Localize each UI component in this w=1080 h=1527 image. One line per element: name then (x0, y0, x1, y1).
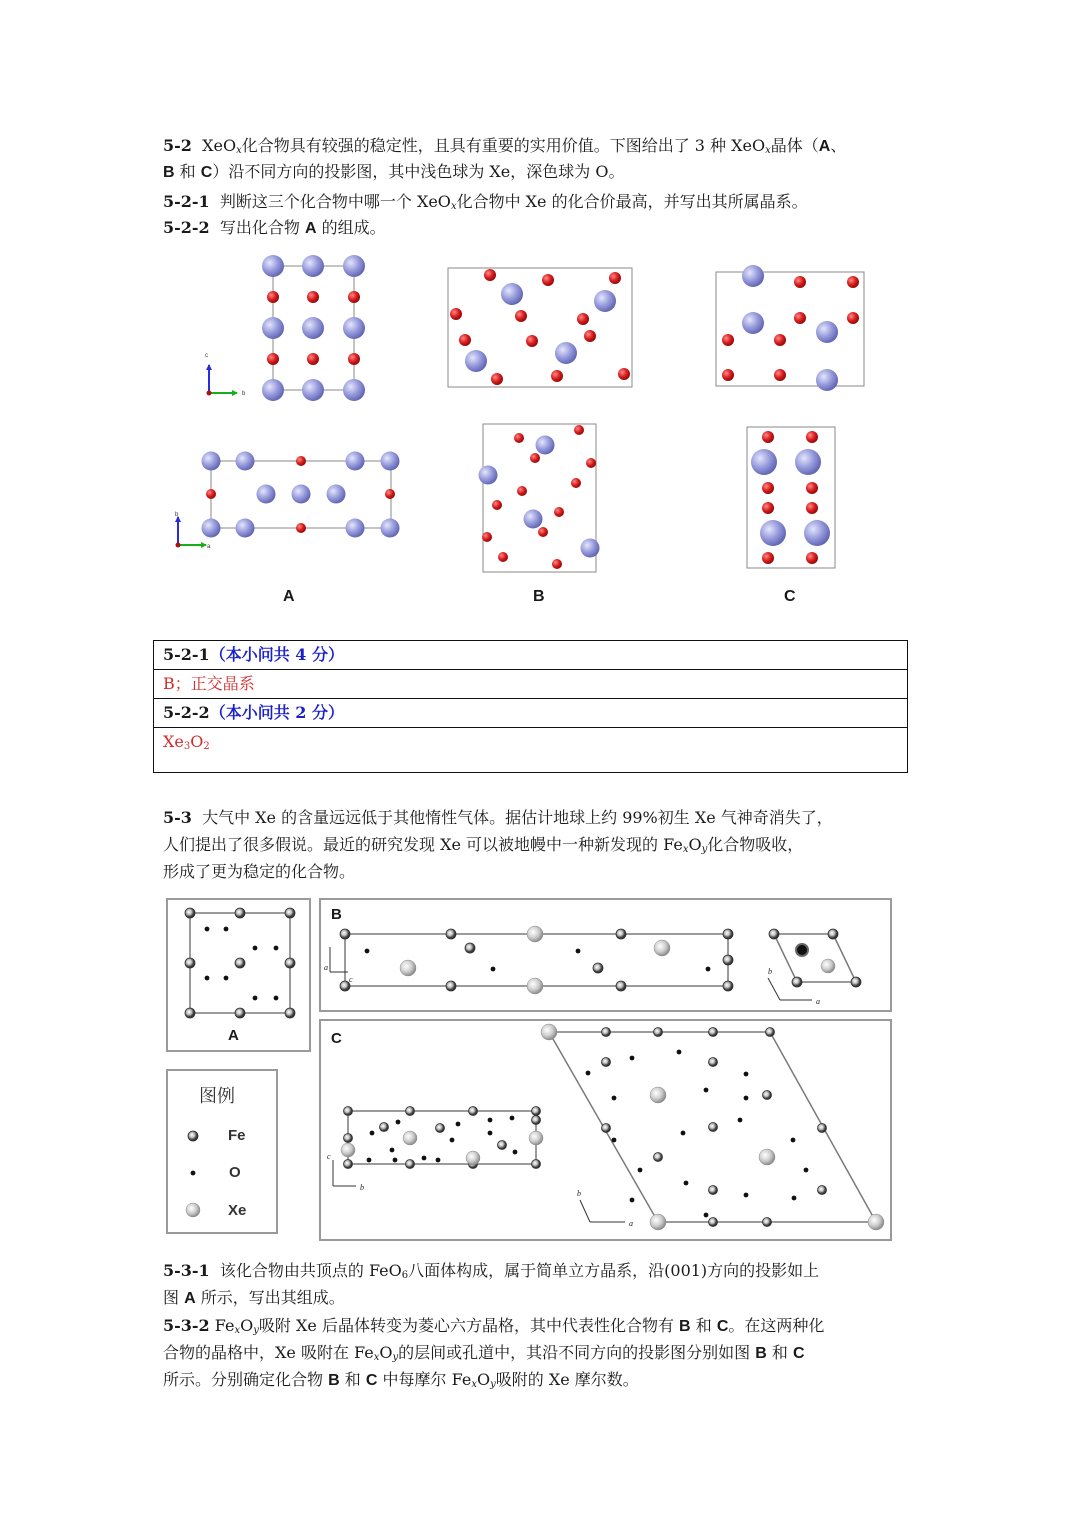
fe-atom (654, 1153, 663, 1162)
o-atom (365, 949, 370, 954)
unit-cell (774, 934, 856, 982)
xe-atom (650, 1087, 666, 1103)
o-atom (704, 1088, 709, 1093)
fe-atom (723, 981, 733, 991)
fe-atom (344, 1160, 353, 1169)
o-atom (191, 1171, 196, 1176)
bond-line (768, 978, 780, 1000)
xe-atom (650, 1214, 666, 1230)
fe-atom (792, 977, 802, 987)
xe-atom (654, 940, 670, 956)
fe-atom (818, 1186, 827, 1195)
fe-atom (188, 1131, 198, 1141)
xe-atom (403, 1131, 417, 1145)
xe-atom (821, 959, 835, 973)
fe-atom (763, 1091, 772, 1100)
axis-label: b (175, 512, 179, 518)
o-atom (274, 996, 279, 1001)
o-atom (393, 1158, 398, 1163)
o-atom (796, 944, 808, 956)
fe-atom (709, 1218, 718, 1227)
o-atom (586, 1071, 591, 1076)
fe-atom (709, 1028, 718, 1037)
o-atom (253, 996, 258, 1001)
axis-label: b (768, 967, 772, 976)
xe-atom (527, 926, 543, 942)
q52-line1: 5-2 XeO$_x$化合物具有较强的稳定性，且具有重要的实用价值。下图给出了 3 种 XeO$_x$晶体（A、 (163, 136, 847, 156)
fe-atom (532, 1160, 541, 1169)
fe-atom (185, 958, 195, 968)
fe-atom (828, 929, 838, 939)
axis-label: a (629, 1219, 633, 1228)
fe-atom (340, 929, 350, 939)
axis-label: a (816, 997, 820, 1006)
xe-atom (527, 978, 543, 994)
legend-title: 图例 (199, 1086, 235, 1107)
xe-atom (759, 1149, 775, 1165)
o-atom (630, 1198, 635, 1203)
o-atom (704, 1213, 709, 1218)
panel-c-label: C (331, 1030, 342, 1047)
xe-atom (341, 1143, 355, 1157)
fe-atom (465, 943, 475, 953)
o-atom (253, 946, 258, 951)
fe-atom (532, 1107, 541, 1116)
o-atom (488, 1118, 493, 1123)
o-atom (630, 1056, 635, 1061)
q532-line2: 合物的晶格中，Xe 吸附在 $Fe_xO_y$的层间或孔道中，其沿不同方向的投影图分别如图 B 和 C (163, 1343, 805, 1363)
o-atom (390, 1148, 395, 1153)
xe-atom (186, 1203, 200, 1217)
axis-label: c (349, 975, 353, 984)
fe-atom (769, 929, 779, 939)
xe-atom (466, 1151, 480, 1165)
answer-522: $Xe_3O_2$ (163, 732, 210, 752)
fe-atom (498, 1141, 507, 1150)
o-atom (224, 976, 229, 981)
o-atom (684, 1181, 689, 1186)
figure-label-a: A (283, 588, 295, 605)
q53-line3: 形成了更为稳定的化合物。 (163, 862, 356, 881)
q53-line2: 人们提出了很多假说。最近的研究发现 Xe 可以被地幔中一种新发现的 $Fe_xO_y$化合物吸收， (163, 835, 804, 855)
fe-atom (602, 1028, 611, 1037)
fe-atom (709, 1123, 718, 1132)
fe-atom (185, 908, 195, 918)
o-atom (224, 927, 229, 932)
xe-atom (868, 1214, 884, 1230)
q52-line2: B 和 C）沿不同方向的投影图，其中浅色球为 Xe，深色球为 O。 (163, 162, 625, 181)
fe-atom (380, 1123, 389, 1132)
fe-atom (446, 981, 456, 991)
fe-atom (616, 981, 626, 991)
o-atom (422, 1156, 427, 1161)
o-atom (744, 1072, 749, 1077)
legend-fe: Fe (228, 1127, 246, 1144)
xe-atom (400, 960, 416, 976)
fe-atom (235, 908, 245, 918)
o-atom (488, 1131, 493, 1136)
o-atom (513, 1150, 518, 1155)
fe-atom (285, 1008, 295, 1018)
fe-atom (185, 1008, 195, 1018)
fe-atom (593, 963, 603, 973)
o-atom (744, 1193, 749, 1198)
o-atom (491, 967, 496, 972)
o-atom (612, 1096, 617, 1101)
o-atom (274, 946, 279, 951)
fe-atom (235, 1008, 245, 1018)
o-atom (436, 1158, 441, 1163)
q521-line: 5-2-1 判断这三个化合物中哪一个 XeO$_x$化合物中 Xe 的化合价最高，并写出其所属晶系。 (163, 192, 808, 212)
axis-label: b (242, 391, 246, 397)
fe-atom (285, 908, 295, 918)
fe-atom (818, 1124, 827, 1133)
axis-label: b (577, 1189, 581, 1198)
q532-line3: 所示。分别确定化合物 B 和 C 中每摩尔 $Fe_xO_y$吸附的 Xe 摩尔数。 (163, 1370, 639, 1390)
o-atom (638, 1168, 643, 1173)
o-atom (792, 1196, 797, 1201)
o-atom (205, 976, 210, 981)
fe-atom (344, 1107, 353, 1116)
axis-label: b (360, 1183, 364, 1192)
axis-label: a (207, 544, 211, 550)
figure-label-c: C (784, 588, 796, 605)
fe-atom (436, 1124, 445, 1133)
fe-atom (723, 955, 733, 965)
answer-521: B；正交晶系 (154, 670, 907, 699)
o-atom (450, 1138, 455, 1143)
legend-xe: Xe (228, 1202, 247, 1219)
q532-line1: 5-3-2 $Fe_xO_y$吸附 Xe 后晶体转变为菱心六方晶格，其中代表性化合物有 B 和 C。在这两种化 (163, 1316, 825, 1336)
fe-atom (616, 929, 626, 939)
o-atom (370, 1131, 375, 1136)
panel-a-label: A (228, 1027, 239, 1044)
figure-label-b: B (533, 588, 545, 605)
fe-atom (532, 1116, 541, 1125)
o-atom (738, 1118, 743, 1123)
question-number: 5-2 (163, 136, 192, 155)
o-atom (681, 1131, 686, 1136)
fe-atom (709, 1186, 718, 1195)
unit-cell (348, 1111, 536, 1164)
q531-line1: 5-3-1 该化合物由共顶点的 FeO$_6$八面体构成，属于简单立方晶系，沿(001)方向的投影如上 (163, 1261, 820, 1281)
fe-atom (285, 958, 295, 968)
panel-b-label: B (331, 906, 342, 923)
axis-label: c (205, 353, 208, 359)
o-atom (744, 1096, 749, 1101)
o-atom (510, 1116, 515, 1121)
fe-atom (344, 1134, 353, 1143)
fe-atom (406, 1107, 415, 1116)
o-atom (205, 927, 210, 932)
o-atom (612, 1138, 617, 1143)
fe-atom (723, 929, 733, 939)
xe-atom (541, 1024, 557, 1040)
o-atom (396, 1120, 401, 1125)
q531-line2: 图 A 所示，写出其组成。 (163, 1288, 345, 1307)
q53-line1: 5-3 大气中 Xe 的含量远远低于其他惰性气体。据估计地球上约 99%初生 Xe 气神奇消失了， (163, 808, 833, 827)
answer-header-521: 5-2-1（本小问共 4 分） (154, 641, 907, 670)
xe-atom (529, 1131, 543, 1145)
o-atom (706, 967, 711, 972)
fe-atom (235, 958, 245, 968)
axis-label: c (327, 1152, 331, 1161)
bond-line (580, 1200, 590, 1222)
fe-atom (851, 977, 861, 987)
legend-o: O (229, 1164, 241, 1181)
fe-atom (763, 1218, 772, 1227)
answer-header-522: 5-2-2（本小问共 2 分） (154, 699, 907, 728)
o-atom (456, 1122, 461, 1127)
q522-line: 5-2-2 写出化合物 A 的组成。 (163, 218, 386, 237)
axis-label: a (324, 963, 328, 972)
o-atom (677, 1050, 682, 1055)
o-atom (576, 949, 581, 954)
fe-atom (602, 1124, 611, 1133)
fe-atom (654, 1028, 663, 1037)
fe-atom (766, 1028, 775, 1037)
o-atom (791, 1138, 796, 1143)
fe-atom (469, 1107, 478, 1116)
fe-atom (446, 929, 456, 939)
o-atom (804, 1168, 809, 1173)
fe-atom (406, 1160, 415, 1169)
fe-atom (709, 1058, 718, 1067)
o-atom (367, 1158, 372, 1163)
fe-atom (602, 1058, 611, 1067)
